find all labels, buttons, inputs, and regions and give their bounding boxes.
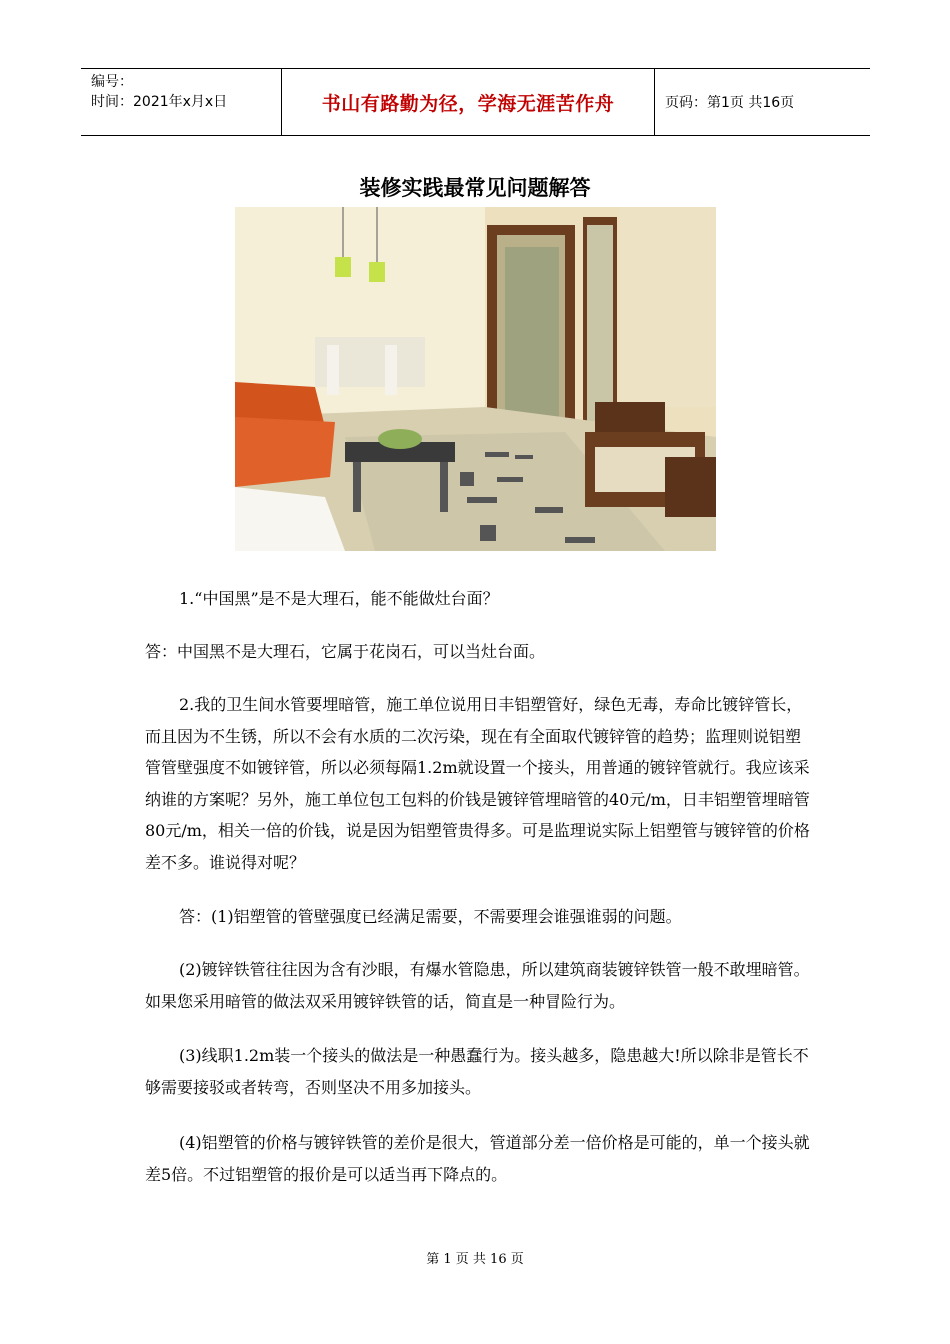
paragraph-answer-2-part-2: (2)镀锌铁管往往因为含有沙眼，有爆水管隐患，所以建筑商装镀锌铁管一般不敢埋暗管。如果您采用暗管的做法双采用镀锌铁管的话，简直是一种冒险行为。 bbox=[145, 960, 810, 1011]
header-motto: 书山有路勤为径，学海无涯苦作舟 bbox=[321, 92, 615, 115]
paragraph-question-1: 1.“中国黑”是不是大理石，能不能做灶台面？ bbox=[179, 589, 499, 608]
paragraph-question-2: 2.我的卫生间水管要埋暗管，施工单位说用日丰铝塑管好，绿色无毒，寿命比镀锌管长，而且因为不生锈，所以不会有水质的二次污染，现在有全面取代镀锌管的趋势；监理则说铝塑管管壁强度不如镀锌管，所以必须每隔1.2m就设置一个接头，用普通的镀锌管就行。我应该采纳谁的方案呢？另外，施工单位包工包料的价钱是镀锌管埋暗管的40元/m，日丰铝塑管埋暗管80元/m，相关一倍的价钱，说是因为铝塑管贵得多。可是监理说实际上铝塑管与镀锌管的价格差不多。谁说得对呢？ bbox=[145, 695, 810, 872]
header-number-label: 编号： bbox=[91, 74, 133, 90]
living-room-illustration bbox=[235, 207, 716, 551]
page-footer: 第 1 页 共 16 页 bbox=[426, 1252, 524, 1267]
paragraph-answer-2-part-3: (3)线职1.2m装一个接头的做法是一种愚蠢行为。接头越多，隐患越大!所以除非是管长不够需要接驳或者转弯，否则坚决不用多加接头。 bbox=[145, 1046, 809, 1097]
header-motto-cell bbox=[282, 69, 655, 135]
header-meta-cell bbox=[81, 69, 282, 135]
document-title: 装修实践最常见问题解答 bbox=[359, 176, 591, 200]
header-page-info: 页码：第1页 共16页 bbox=[665, 95, 795, 111]
header-time-label: 时间：2021年x月x日 bbox=[91, 94, 228, 110]
paragraph-answer-2-part-4: (4)铝塑管的价格与镀锌铁管的差价是很大，管道部分差一倍价格是可能的，单一个接头就差5倍。不过铝塑管的报价是可以适当再下降点的。 bbox=[145, 1133, 810, 1184]
living-room-photo bbox=[235, 207, 716, 551]
paragraph-answer-1: 答：中国黑不是大理石，它属于花岗石，可以当灶台面。 bbox=[145, 642, 546, 661]
document-header bbox=[81, 68, 870, 136]
paragraph-answer-2-part-1: 答：(1)铝塑管的管壁强度已经满足需要，不需要理会谁强谁弱的问题。 bbox=[179, 907, 682, 926]
header-page-cell bbox=[655, 69, 870, 135]
